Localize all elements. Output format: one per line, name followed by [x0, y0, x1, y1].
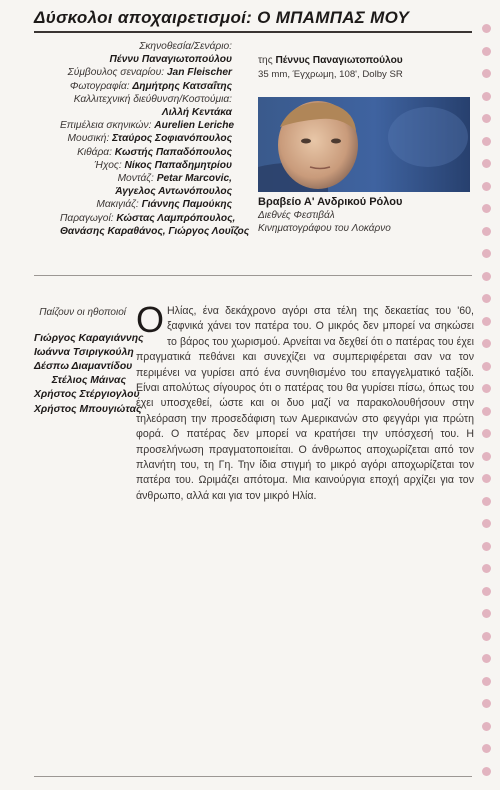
margin-dot: [482, 362, 491, 371]
margin-dot: [482, 542, 491, 551]
margin-dot: [482, 452, 491, 461]
margin-dot: [482, 317, 491, 326]
margin-dot: [482, 564, 491, 573]
cast-name: Χρήστος Στέργιογλου: [34, 389, 140, 401]
margin-dot: [482, 47, 491, 56]
title-rule: [34, 31, 472, 33]
article-title: Δύσκολοι αποχαιρετισμοί: Ο ΜΠΑΜΠΑΣ ΜΟΥ: [34, 8, 410, 27]
cast-name: Χρήστος Μπουγιώτας: [34, 403, 142, 415]
credit-row: Μουσική: Σταύρος Σοφιανόπουλος: [67, 133, 232, 145]
credit-row: Καλλιτεχνική διεύθυνση/Κοστούμια:: [73, 93, 232, 105]
credit-row: Επιμέλεια σκηνικών: Aurelien Leriche: [60, 120, 235, 132]
margin-dot: [482, 767, 491, 776]
margin-dot: [482, 474, 491, 483]
credit-row: Φωτογραφία: Δημήτρης Κατσαΐτης: [69, 80, 232, 92]
margin-dot: [482, 159, 491, 168]
award-festival-line1: Διεθνές Φεστιβάλ: [258, 210, 335, 221]
margin-dot: [482, 182, 491, 191]
credit-row: Παραγωγοί: Κώστας Λαμπρόπουλος,: [60, 212, 236, 224]
margin-dot: [482, 69, 491, 78]
margin-dot: [482, 272, 491, 281]
byline-director: της Πέννυς Παναγιωτοπούλου: [258, 55, 403, 66]
margin-dot: [482, 339, 491, 348]
credit-row: Ήχος: Νίκος Παπαδημητρίου: [94, 159, 232, 171]
margin-dot: [482, 497, 491, 506]
credit-row: Μακιγιάζ: Γιάννης Παμούκης: [96, 199, 232, 211]
credit-row: Πέννυ Παναγιωτοπούλου: [109, 54, 232, 66]
section-rule: [34, 275, 472, 276]
margin-dot: [482, 249, 491, 258]
margin-dot: [482, 699, 491, 708]
credit-row: Σκηνοθεσία/Σενάριο:: [139, 41, 232, 52]
film-byline: [258, 54, 478, 81]
margin-dot: [482, 92, 491, 101]
margin-dot: [482, 677, 491, 686]
cast-name: Στέλιος Μάινας: [51, 375, 126, 387]
cast-label: Παίζουν οι ηθοποιοί: [39, 307, 126, 318]
drop-cap: Ο: [136, 299, 165, 340]
cast-name: Δέσπω Διαμαντίδου: [34, 361, 133, 373]
margin-dot: [482, 204, 491, 213]
credit-row: Κιθάρα: Κωστής Παπαδόπουλος: [77, 146, 232, 158]
cast-name: Γιώργος Καραγιάννης: [34, 333, 144, 345]
credit-row: Θανάσης Καραθάνος, Γιώργος Λουΐζος: [60, 225, 250, 237]
margin-dot: [482, 632, 491, 641]
margin-dot: [482, 384, 491, 393]
margin-dot: [482, 137, 491, 146]
film-still-photo: [258, 97, 470, 192]
margin-dot: [482, 227, 491, 236]
credits-block: [60, 40, 250, 238]
margin-dot: [482, 407, 491, 416]
margin-dot: [482, 609, 491, 618]
award-festival-line2: Κινηματογράφου του Λοκάρνο: [258, 223, 391, 234]
award-block: [258, 196, 473, 235]
cast-name: Ιωάννα Τσιριγκούλη: [34, 347, 134, 359]
margin-dot: [482, 24, 491, 33]
margin-dot: [482, 294, 491, 303]
margin-dots: [482, 24, 494, 784]
credit-row: Λιλλή Κεντάκα: [161, 107, 232, 119]
margin-dot: [482, 114, 491, 123]
margin-dot: [482, 744, 491, 753]
cast-list: [34, 306, 144, 417]
margin-dot: [482, 429, 491, 438]
margin-dot: [482, 519, 491, 528]
margin-dot: [482, 587, 491, 596]
credit-row: Άγγελος Αντωνόπουλος: [115, 186, 232, 198]
margin-dot: [482, 722, 491, 731]
award-title: Βραβείο Α' Ανδρικού Ρόλου: [258, 196, 403, 208]
margin-dot: [482, 654, 491, 663]
bottom-rule: [34, 776, 472, 777]
credit-row: Μοντάζ: Petar Marcovic,: [117, 173, 232, 185]
credit-row: Σύμβουλος σεναρίου: Jan Fleischer: [67, 67, 232, 79]
synopsis-text: [136, 299, 474, 504]
film-specs: 35 mm, Έγχρωμη, 108', Dolby SR: [258, 68, 403, 80]
synopsis-body: Ηλίας, ένα δεκάχρονο αγόρι στα τέλη της δεκαετίας του '60, ξαφνικά χάνει τον πατέρα του. Ο μικρός δεν μπορεί να σηκώσει το βάρος του χωρισμού. Αρνείται να δεχθεί ότι ο πατέρας του έχει πραγματικά πεθάνει και συνεχίζει να συμπεριφέρεται σαν να τον περιμένει να γυρίσει από ένα συνηθισμένο του επαγγελματικό ταξίδι. Είναι απολύτως σίγουρος ότι ο πατέρας του θα γυρίσει πίσω, όπως του έχει υποσχεθεί, ώστε και οι δυο μαζί να παρακολουθήσουν στην τηλεόραση την προσεδάφιση των Αμερικανών στο φεγγάρι για πρώτη φορά. Ο πατέρας δεν μπορεί να κρατήσει την υπόσχεσή του. Η προσελήνωση πραγματοποιείται. Ο άνθρωπος αποχωρίζεται από τον πλανήτη του, τη Γη. Την ίδια στιγμή το μικρό αγόρι αποχωρίζεται τον πατέρα του. Ωριμάζει απότομα. Μια καινούργια εποχή αρχίζει για τον άνθρωπο, αλλά και για τον μικρό Ηλία.: [136, 305, 474, 502]
